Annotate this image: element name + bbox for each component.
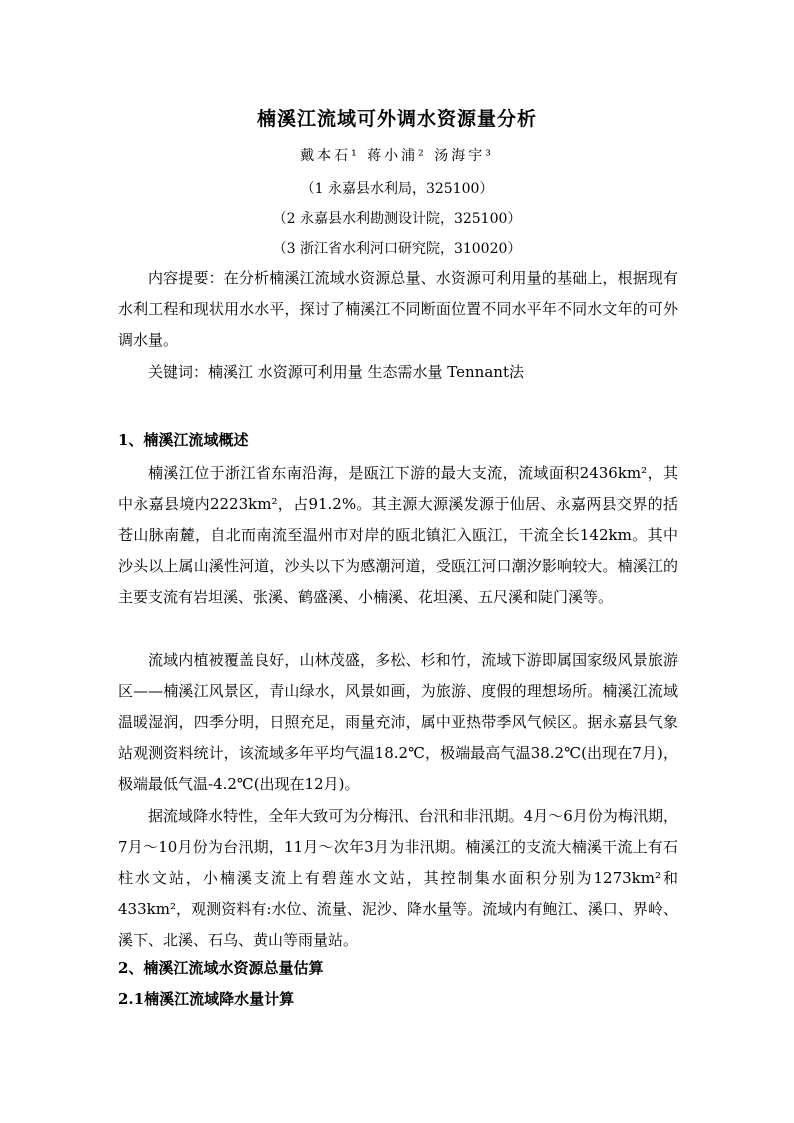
keywords: 关键词：楠溪江 水资源可利用量 生态需水量 Tennant法 xyxy=(148,363,524,381)
section-2-1-heading: 2.1楠溪江流域降水量计算 xyxy=(118,990,295,1008)
section-1-paragraph-1: 楠溪江位于浙江省东南沿海，是瓯江下游的最大支流，流域面积2436km²，其中永嘉县境内2223km²，占91.2%。其主源大源溪发源于仙居、永嘉两县交界的括苍山脉南麓，自北而南流至温州市对岸的瓯北镇汇入瓯江，干流全长142km。其中沙头以上属山溪性河道，沙头以下为感潮河道，受瓯江河口潮汐影响较大。楠溪江的主要支流有岩坦溪、张溪、鹤盛溪、小楠溪、花坦溪、五尺溪和陡门溪等。 xyxy=(118,464,678,606)
affiliation-1: （1 永嘉县水利局，325100） xyxy=(300,181,494,197)
author-list: 戴本石¹ 蒋小浦² 汤海宇³ xyxy=(300,148,494,164)
affiliation-2: （2 永嘉县水利勘测设计院，325100） xyxy=(272,211,522,227)
section-1-paragraph-3: 据流域降水特性，全年大致可为分梅汛、台汛和非汛期。4月～6月份为梅汛期，7月～10月份为台汛期，11月～次年3月为非汛期。楠溪江的支流大楠溪干流上有石柱水文站，小楠溪支流上有碧莲水文站，其控制集水面积分别为1273km²和433km²，观测资料有:水位、流量、泥沙、降水量等。流域内有鲍江、溪口、界岭、溪下、北溪、石乌、黄山等雨量站。 xyxy=(118,807,678,949)
affiliation-3: （3 浙江省水利河口研究院，310020） xyxy=(272,241,522,257)
section-2-heading: 2、楠溪江流域水资源总量估算 xyxy=(118,959,324,977)
section-1-paragraph-2: 流域内植被覆盖良好，山林茂盛，多松、杉和竹，流域下游即属国家级风景旅游区——楠溪江风景区，青山绿水，风景如画，为旅游、度假的理想场所。楠溪江流域温暖湿润，四季分明，日照充足，雨量充沛，属中亚热带季风气候区。据永嘉县气象站观测资料统计，该流域多年平均气温18.2℃，极端最高气温38.2℃(出现在7月)，极端最低气温-4.2℃(出现在12月)。 xyxy=(118,651,678,793)
section-1-heading: 1、楠溪江流域概述 xyxy=(118,431,249,449)
paper-title: 楠溪江流域可外调水资源量分析 xyxy=(256,108,537,130)
abstract: 内容提要：在分析楠溪江流域水资源总量、水资源可利用量的基础上，根据现有水利工程和现状用水水平，探讨了楠溪江不同断面位置不同水平年不同水文年的可外调水量。 xyxy=(118,269,678,349)
